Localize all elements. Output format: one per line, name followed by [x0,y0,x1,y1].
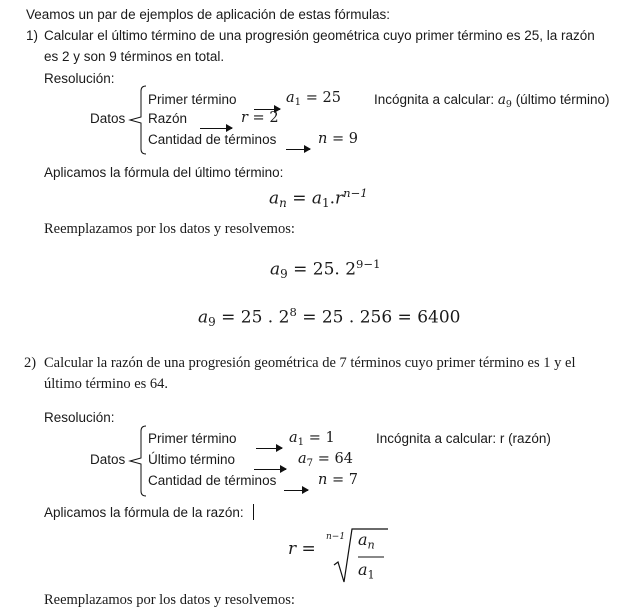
example-2-row-1-label: Primer término [148,431,237,446]
example-1-datos-label: Datos [90,111,126,126]
example-1-row-2-label: Razón [148,111,188,126]
example-1-resolution-label: Resolución: [44,71,115,86]
example-2-statement-line1: Calcular la razón de una progresión geométrica de 7 términos cuyo primer término es 1 y el [44,355,576,371]
example-1-row-3-arrow [286,140,310,158]
example-2-unknown: Incógnita a calcular: r (razón) [376,431,551,446]
example-2-row-2-equation: $a_7 = 64$ [298,451,353,470]
example-2-apply-text: Aplicamos la fórmula de la razón: [44,505,244,520]
example-2-resolution-label: Resolución: [44,410,115,425]
example-1-formula: $a_n = a_1.r^{n-1}$ [269,186,368,210]
example-1-statement-line1: Calcular el último término de una progresión geométrica cuyo primer término es 25, la razón [44,28,595,43]
example-2-row-3-label: Cantidad de términos [148,473,277,488]
example-2-datos-label: Datos [90,452,126,467]
example-2-numerator: $a_n$ [358,530,375,552]
example-2-row-1-equation: $a_1 = 1$ [289,430,335,449]
example-2-statement-line2: último término es 64. [44,376,169,392]
example-1-statement-line2: es 2 y son 9 términos en total. [44,49,225,64]
example-1-unknown: Incógnita a calcular: $a_9$ (último término) [374,92,610,110]
example-1-number: 1) [26,28,39,43]
example-1-row-1-label: Primer término [148,92,237,107]
example-2-replace-text: Reemplazamos por los datos y resolvemos: [44,592,295,608]
example-1-apply-text: Aplicamos la fórmula del último término: [44,165,284,180]
example-2-denominator: $a_1$ [358,560,375,582]
text-cursor [253,504,254,520]
example-1-step-2: $a_9 = 25$ . $2^8 = 25$ . 256 = 6400 [198,305,461,329]
example-1-row-1-equation: $a_1 = 25$ [286,90,341,109]
intro-text: Veamos un par de ejemplos de aplicación de estas fórmulas: [26,7,390,22]
example-2-number: 2) [24,355,37,371]
example-2-row-3-equation: n = 7 [318,472,358,488]
example-1-row-3-equation: n = 9 [318,131,358,147]
example-1-row-3-label: Cantidad de términos [148,132,277,147]
example-2-row-2-label: Último término [148,452,236,467]
example-2-formula-lhs: r = [288,539,316,559]
example-1-row-2-equation: r = 2 [241,110,279,126]
example-2-row-1-arrow [256,439,282,457]
example-2-row-3-arrow [284,481,308,499]
example-1-step-1: $a_9 = 25$. $2^{9-1}$ [270,257,381,281]
example-1-replace-text: Reemplazamos por los datos y resolvemos: [44,221,295,237]
example-2-root-index: n−1 [326,532,346,542]
